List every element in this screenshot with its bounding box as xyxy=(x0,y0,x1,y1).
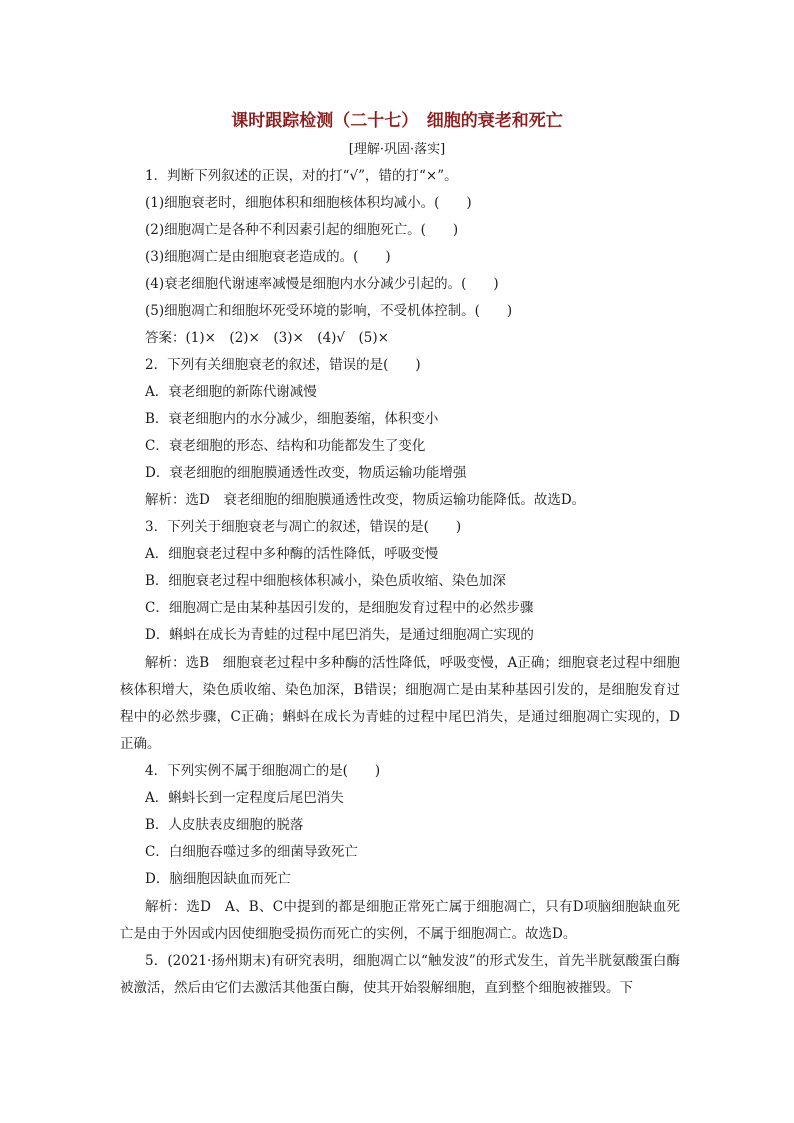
question-1-item-4: (4)衰老细胞代谢速率减慢是细胞内水分减少引起的。( ) xyxy=(145,276,499,292)
question-2-option-d: D．衰老细胞的细胞膜通透性改变，物质运输功能增强 xyxy=(145,465,467,481)
question-1-answer: 答案：(1)× (2)× (3)× (4)√ (5)× xyxy=(145,330,389,346)
question-2-option-b: B．衰老细胞内的水分减少，细胞萎缩，体积变小 xyxy=(145,411,439,427)
question-4-stem: 4．下列实例不属于细胞凋亡的是( ) xyxy=(145,763,381,779)
question-2-option-c: C．衰老细胞的形态、结构和功能都发生了变化 xyxy=(145,438,426,454)
question-2-option-a: A．衰老细胞的新陈代谢减慢 xyxy=(145,384,317,400)
question-4-analysis: 解析：选D A、B、C中提到的都是细胞正常死亡属于细胞凋亡，只有D项脑细胞缺血死亡是由于外因或内因使细胞受损伤而死亡的实例，不属于细胞凋亡。故选D。 xyxy=(120,899,680,942)
question-1-item-2: (2)细胞凋亡是各种不利因素引起的细胞死亡。( ) xyxy=(145,222,459,238)
question-1-item-1: (1)细胞衰老时，细胞体积和细胞核体积均减小。( ) xyxy=(145,195,472,211)
question-2-analysis: 解析：选D 衰老细胞的细胞膜通透性改变，物质运输功能降低。故选D。 xyxy=(145,492,586,508)
section-subtitle: [理解·巩固·落实] xyxy=(348,142,446,157)
question-4-option-c: C．白细胞吞噬过多的细菌导致死亡 xyxy=(145,844,358,860)
question-4-option-d: D．脑细胞因缺血而死亡 xyxy=(145,871,291,887)
question-3-option-d: D．蝌蚪在成长为青蛙的过程中尾巴消失，是通过细胞凋亡实现的 xyxy=(145,627,534,643)
question-1-stem: 1．判断下列叙述的正误，对的打“√”，错的打“×”。 xyxy=(145,168,458,184)
question-4-option-a: A．蝌蚪长到一定程度后尾巴消失 xyxy=(145,790,344,806)
page-title: 课时跟踪检测（二十七） 细胞的衰老和死亡 xyxy=(231,111,563,131)
question-1-item-5: (5)细胞凋亡和细胞坏死受环境的影响，不受机体控制。( ) xyxy=(145,303,513,319)
question-3-analysis: 解析：选B 细胞衰老过程中多种酶的活性降低，呼吸变慢，A正确；细胞衰老过程中细胞核体积增大，染色质收缩、染色加深，B错误；细胞凋亡是由某种基因引发的，是细胞发育过程中的必然步骤，C正确；蝌蚪在成长为青蛙的过程中尾巴消失，是通过细胞凋亡实现的，D正确。 xyxy=(120,655,680,752)
question-2-stem: 2．下列有关细胞衰老的叙述，错误的是( ) xyxy=(145,357,421,373)
question-5-stem: 5．(2021·扬州期末)有研究表明，细胞凋亡以“触发波”的形式发生，首先半胱氨酸蛋白酶被激活，然后由它们去激活其他蛋白酶，使其开始裂解细胞，直到整个细胞被摧毁。下 xyxy=(120,953,680,996)
question-4-option-b: B．人皮肤表皮细胞的脱落 xyxy=(145,817,304,833)
question-3-option-a: A．细胞衰老过程中多种酶的活性降低，呼吸变慢 xyxy=(145,546,439,562)
question-3-option-c: C．细胞凋亡是由某种基因引发的，是细胞发育过程中的必然步骤 xyxy=(145,600,534,616)
question-3-stem: 3．下列关于细胞衰老与凋亡的叙述，错误的是( ) xyxy=(145,519,462,535)
question-3-option-b: B．细胞衰老过程中细胞核体积减小，染色质收缩、染色加深 xyxy=(145,573,506,589)
question-1-item-3: (3)细胞凋亡是由细胞衰老造成的。( ) xyxy=(145,249,391,265)
